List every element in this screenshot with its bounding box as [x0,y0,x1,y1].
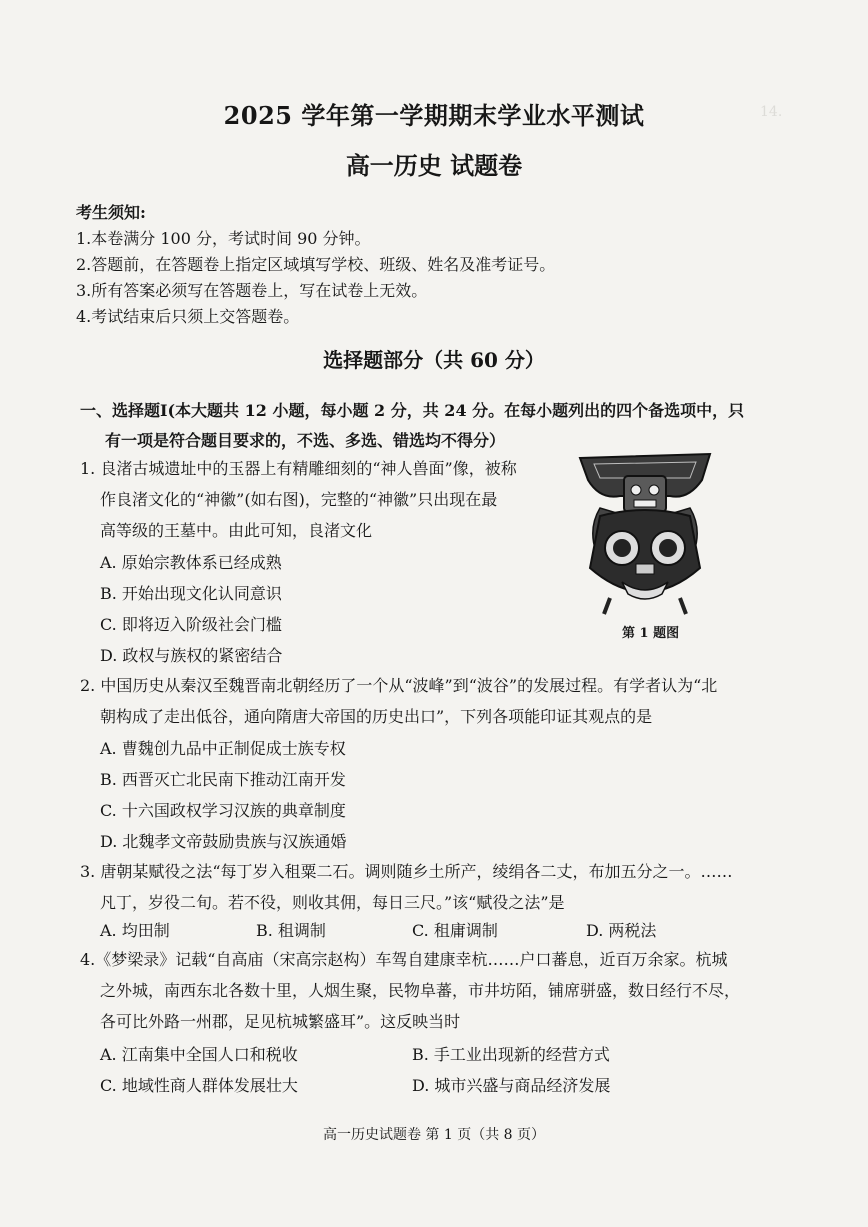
option-b: B. 租调制 [256,921,326,940]
notice-item: 2.答题前，在答题卷上指定区域填写学校、班级、姓名及准考证号。 [76,255,556,274]
notice-item: 4.考试结束后只须上交答题卷。 [76,307,300,326]
option-a: A. 均田制 [100,921,170,940]
notice-item: 3.所有答案必须写在答题卷上，写在试卷上无效。 [76,281,428,300]
question-text: 作良渚文化的“神徽”(如右图)，完整的“神徽”只出现在最 [100,490,498,509]
option-c: C. 租庸调制 [412,921,498,940]
option-c: C. 地域性商人群体发展壮大 [100,1076,298,1095]
option-b: B. 开始出现文化认同意识 [100,584,282,603]
section-title: 选择题部分（共 60 分） [323,348,545,372]
question-1 [80,453,517,546]
option-a: A. 原始宗教体系已经成熟 [100,553,282,572]
option-d: D. 政权与族权的紧密结合 [100,646,283,665]
page-footer: 高一历史试题卷 第 1 页（共 8 页） [322,1127,546,1143]
exam-subtitle: 高一历史 试题卷 [345,151,523,180]
figure-caption: 第 1 题图 [622,626,680,641]
option-d: D. 两税法 [586,921,657,940]
option-b: B. 西晋灭亡北民南下推动江南开发 [100,770,346,789]
question-2 [80,670,717,732]
question-text: 高等级的王墓中。由此可知，良渚文化 [100,521,373,540]
part-heading-line: 有一项是符合题目要求的，不选、多选、错选均不得分） [105,431,506,450]
option-c: C. 十六国政权学习汉族的典章制度 [100,801,346,820]
shenhui-emblem-image [570,448,720,618]
option-a: A. 曹魏创九品中正制促成士族专权 [100,739,346,758]
question-text: 1. 良渚古城遗址中的玉器上有精雕细刻的“神人兽面”像，被称 [80,459,517,478]
question-text: 各可比外路一州郡，足见杭城繁盛耳”。这反映当时 [100,1012,461,1031]
option-a: A. 江南集中全国人口和税收 [100,1045,298,1064]
question-text: 3. 唐朝某赋役之法“每丁岁入租粟二石。调则随乡土所产，绫绢各二丈，布加五分之一。…… [80,862,733,881]
part-heading [80,396,780,456]
question-3 [80,856,733,918]
question-text: 2. 中国历史从秦汉至魏晋南北朝经历了一个从“波峰”到“波谷”的发展过程。有学者认为“北 [80,676,718,695]
option-c: C. 即将迈入阶级社会门槛 [100,615,282,634]
option-d: D. 北魏孝文帝鼓励贵族与汉族通婚 [100,832,347,851]
option-b: B. 手工业出现新的经营方式 [412,1045,610,1064]
question-text: 凡丁，岁役二旬。若不役，则收其佣，每日三尺。”该“赋役之法”是 [100,893,565,912]
question-text: 朝构成了走出低谷，通向隋唐大帝国的历史出口”，下列各项能印证其观点的是 [100,707,653,726]
notice-heading: 考生须知: [76,203,146,222]
question-text: 4.《梦梁录》记载“自高庙（宋高宗赵构）车驾自建康幸杭……户口蕃息，近百万余家。杭城 [80,950,728,969]
bleed-through-text: 14. [760,104,783,120]
question-text: 之外城，南西东北各数十里，人烟生聚，民物阜蕃，市井坊陌，铺席骈盛，数日经行不尽， [100,981,741,1000]
part-heading-line: 一、选择题Ⅰ(本大题共 12 小题，每小题 2 分，共 24 分。在每小题列出的四个备选项中，只 [80,401,745,420]
question-4 [80,944,740,1037]
notice-item: 1.本卷满分 100 分，考试时间 90 分钟。 [76,229,371,248]
option-d: D. 城市兴盛与商品经济发展 [412,1076,611,1095]
exam-title: 2025 学年第一学期期末学业水平测试 [223,101,645,130]
